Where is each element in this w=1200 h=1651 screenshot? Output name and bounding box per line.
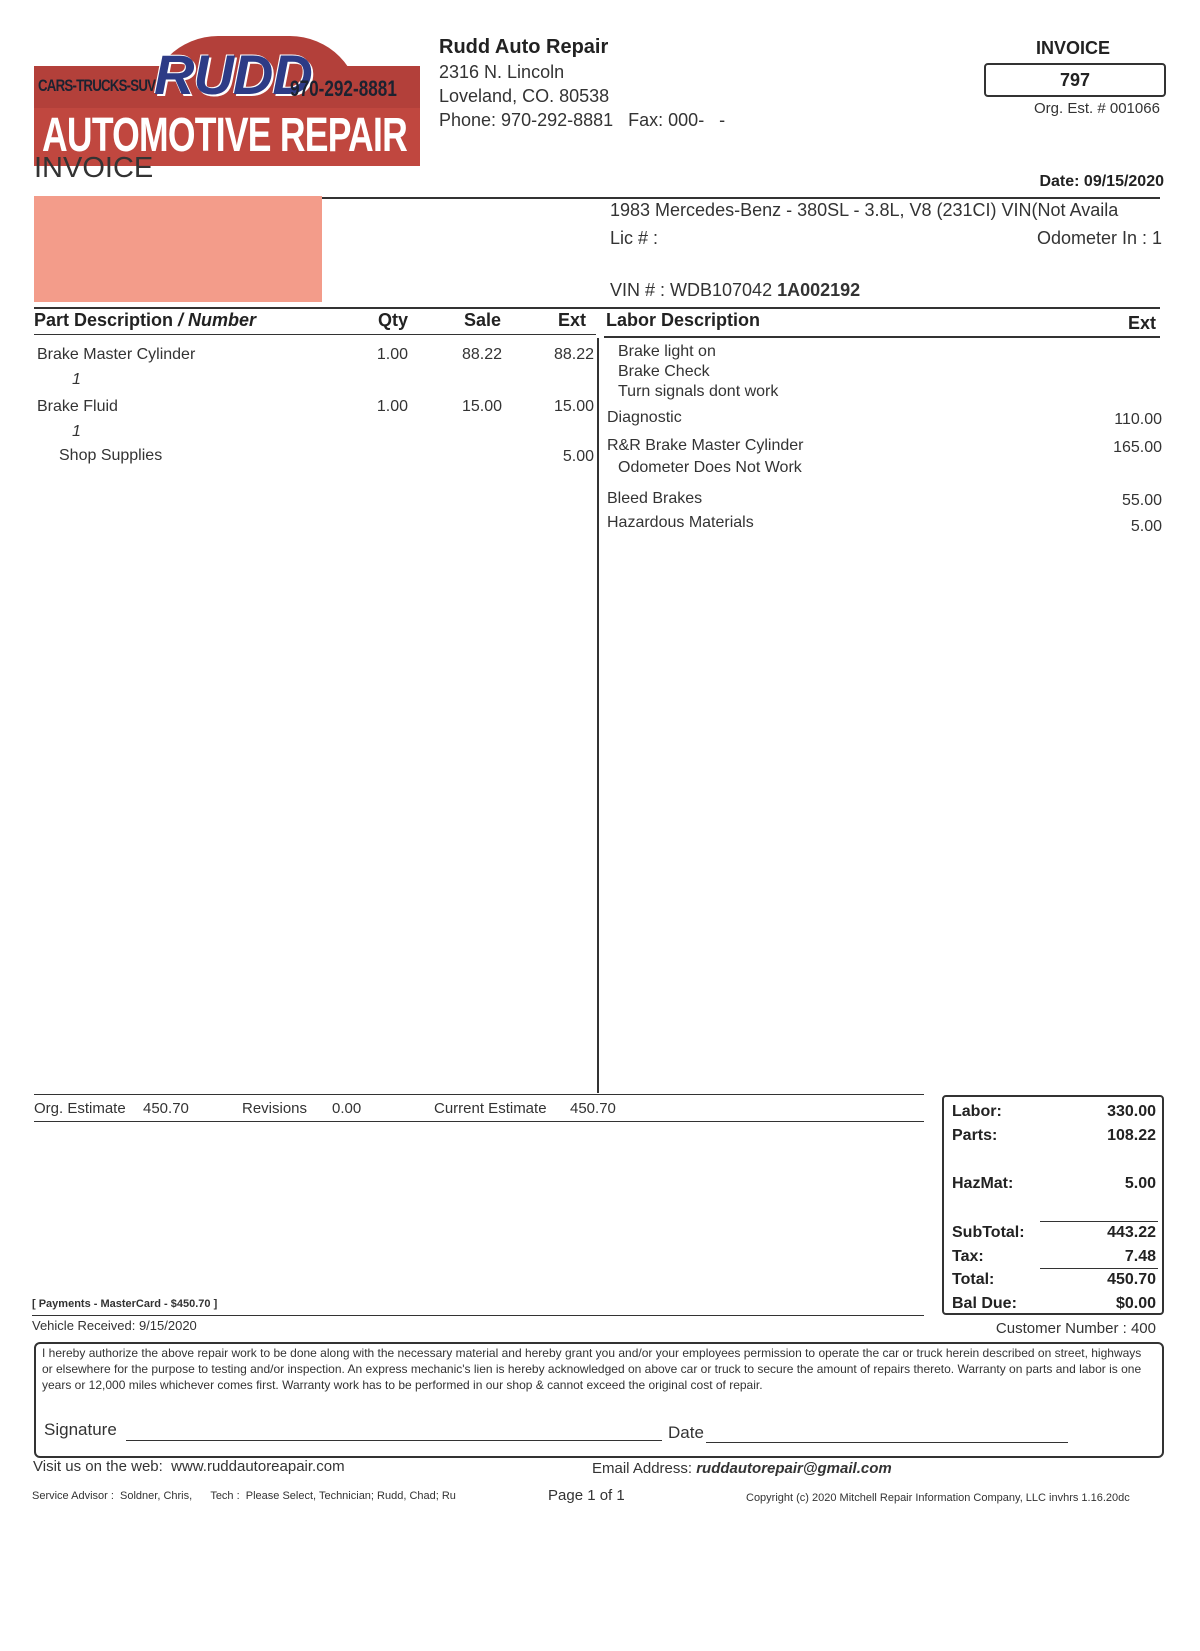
- revisions-label: Revisions: [242, 1100, 308, 1117]
- table-top-rule: [34, 307, 1160, 309]
- shop-address-1: 2316 N. Lincoln: [439, 62, 565, 82]
- redacted-customer-info: [34, 196, 322, 302]
- totals-subtotal-value: 443.22: [1107, 1224, 1156, 1241]
- logo-brand: RUDD: [154, 43, 312, 106]
- shop-logo: [34, 36, 420, 168]
- logo-tagline: CARS-TRUCKS-SUVS: [38, 76, 164, 95]
- parts-header-description: [34, 310, 256, 331]
- email-address: [592, 1460, 892, 1477]
- totals-parts-value: 108.22: [1107, 1127, 1156, 1144]
- subtotal-rule: [1040, 1221, 1158, 1222]
- labor-rr-master-cylinder: R&R Brake Master Cylinder: [607, 437, 804, 454]
- logo-subtitle: AUTOMOTIVE REPAIR: [42, 109, 408, 162]
- vin-prefix: VIN # : WDB107042: [610, 280, 778, 300]
- parts-header-qty: Qty: [378, 310, 409, 330]
- estimate-top-rule: [34, 1094, 924, 1095]
- totals-tax-value: 7.48: [1124, 1248, 1156, 1265]
- totals-total-label: Total:: [952, 1271, 995, 1288]
- part-2-sale: 15.00: [461, 398, 502, 415]
- totals-baldue-label: Bal Due:: [952, 1295, 1017, 1312]
- signature-label: Signature: [44, 1420, 117, 1439]
- license-number: Lic # :: [610, 228, 659, 248]
- totals-labor-value: 330.00: [1107, 1103, 1156, 1120]
- part-1-description: Brake Master Cylinder: [37, 346, 196, 363]
- authorization-text: I hereby authorize the above repair work to be done along with the necessary material and hereby grant you and/or your employees permission to operate the car or truck herein described on street, highways or elsewhere for the purpose to testing and/or inspection. An express mechanic's lien is hereby acknowledged on above car or truck to secure the amount of repairs thereto. Warranty on parts and labor is one years or 12,000 miles whichever comes first. Warranty work has to be performed in our shop & cannot exceed the original cost of repair.: [42, 1346, 1142, 1392]
- estimate-bottom-rule: [34, 1121, 924, 1122]
- parts-header-desc-label: Part Description: [34, 310, 174, 330]
- parts-header-ext: Ext: [558, 310, 587, 330]
- vin-number: [610, 280, 860, 301]
- parts-header-rule: [34, 334, 596, 335]
- date-label: Date: [668, 1423, 704, 1442]
- shop-address-2: Loveland, CO. 80538: [439, 86, 610, 106]
- invoice-date: Date: 09/15/2020: [1039, 173, 1164, 190]
- totals-labor-label: Labor:: [952, 1103, 1002, 1120]
- totals-subtotal-label: SubTotal:: [952, 1224, 1025, 1241]
- org-estimate-number: Org. Est. # 001066: [1034, 100, 1160, 117]
- labor-hazmat-ext: 5.00: [1130, 518, 1162, 535]
- parts-header-number-label: / Number: [173, 310, 257, 330]
- part-2-qty: 1.00: [376, 398, 408, 415]
- document-title: INVOICE: [34, 152, 154, 184]
- totals-tax-label: Tax:: [952, 1248, 984, 1265]
- totals-hazmat-value: 5.00: [1124, 1175, 1156, 1192]
- part-3-ext: 5.00: [562, 448, 594, 465]
- part-1-qty: 1.00: [376, 346, 408, 363]
- labor-note-3: Turn signals dont work: [618, 383, 779, 400]
- shop-name: Rudd Auto Repair: [439, 36, 609, 58]
- parts-header-sale: Sale: [464, 310, 502, 330]
- current-estimate-label: Current Estimate: [434, 1100, 547, 1117]
- total-rule: [1040, 1268, 1158, 1269]
- payments-rule: [32, 1315, 924, 1316]
- labor-header-rule: [604, 336, 1160, 338]
- labor-note-1: Brake light on: [618, 343, 716, 360]
- org-estimate-value: 450.70: [143, 1100, 189, 1117]
- part-1-ext: 88.22: [553, 346, 594, 363]
- vehicle-received: Vehicle Received: 9/15/2020: [32, 1318, 197, 1333]
- revisions-value: 0.00: [332, 1100, 362, 1117]
- email-link[interactable]: ruddautorepair@gmail.com: [696, 1460, 892, 1477]
- service-advisor: Service Advisor : Soldner, Chris, Tech : Please Select, Technician; Rudd, Chad; Ru: [32, 1490, 456, 1502]
- vin-suffix: 1A002192: [777, 280, 861, 300]
- email-label: Email Address:: [592, 1460, 697, 1477]
- logo-phone: 970-292-8881: [290, 76, 397, 101]
- labor-header-description: Labor Description: [606, 310, 761, 330]
- shop-phone-fax: Phone: 970-292-8881 Fax: 000- -: [439, 110, 726, 130]
- date-line[interactable]: [706, 1442, 1068, 1443]
- copyright: Copyright (c) 2020 Mitchell Repair Information Company, LLC invhrs 1.16.20dc: [746, 1492, 1130, 1504]
- org-estimate-label: Org. Estimate: [34, 1100, 126, 1117]
- part-2-number: 1: [72, 423, 81, 440]
- totals-baldue-value: $0.00: [1115, 1295, 1156, 1312]
- labor-diagnostic: Diagnostic: [607, 409, 682, 426]
- page-number: Page 1 of 1: [548, 1487, 625, 1504]
- part-2-description: Brake Fluid: [37, 398, 118, 415]
- invoice-label: INVOICE: [1036, 38, 1111, 58]
- totals-total-value: 450.70: [1107, 1271, 1156, 1288]
- totals-parts-label: Parts:: [952, 1127, 998, 1144]
- part-1-number: 1: [72, 371, 81, 388]
- labor-rr-ext: 165.00: [1113, 439, 1162, 456]
- labor-bleed-brakes: Bleed Brakes: [607, 490, 703, 507]
- column-divider: [597, 338, 599, 1093]
- current-estimate-value: 450.70: [570, 1100, 616, 1117]
- labor-note-2: Brake Check: [618, 363, 710, 380]
- customer-number: Customer Number : 400: [995, 1320, 1156, 1337]
- part-2-ext: 15.00: [553, 398, 594, 415]
- labor-bleed-ext: 55.00: [1121, 492, 1162, 509]
- totals-hazmat-label: HazMat:: [952, 1175, 1014, 1192]
- labor-rr-note: Odometer Does Not Work: [618, 459, 802, 476]
- invoice-number: 797: [984, 63, 1166, 97]
- odometer-in: Odometer In : 1: [1036, 228, 1162, 248]
- vehicle-description: 1983 Mercedes-Benz - 380SL - 3.8L, V8 (231CI) VIN(Not Availa: [610, 200, 1119, 220]
- labor-diagnostic-ext: 110.00: [1114, 411, 1162, 428]
- labor-hazardous-materials: Hazardous Materials: [607, 514, 754, 531]
- labor-header-ext: Ext: [1127, 313, 1156, 333]
- website-link[interactable]: Visit us on the web: www.ruddautoreapair.com: [33, 1458, 345, 1475]
- part-1-sale: 88.22: [461, 346, 502, 363]
- payments-summary: [ Payments - MasterCard - $450.70 ]: [32, 1298, 218, 1310]
- part-3-description: Shop Supplies: [59, 447, 163, 464]
- signature-line[interactable]: [126, 1440, 662, 1441]
